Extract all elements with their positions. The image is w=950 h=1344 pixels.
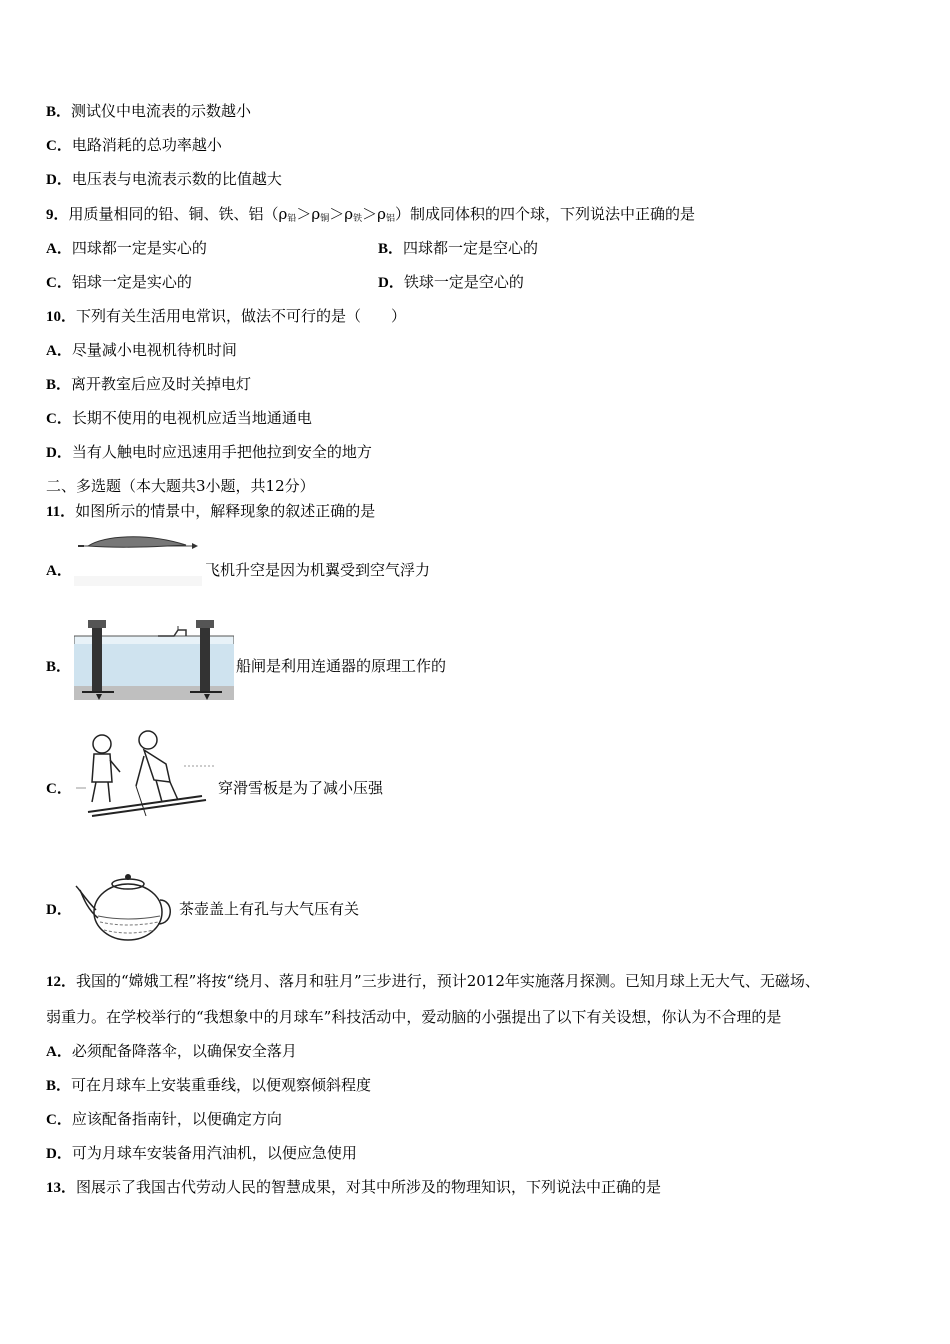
option-label: D． [46,445,72,461]
airplane-wing-figure [74,530,202,586]
question-number: 10． [46,309,77,325]
rho-subscript: 铜 [320,214,330,224]
q11-option-c-label [46,778,72,799]
option-label: C． [46,411,72,427]
q11-option-b-label [46,656,71,677]
stem-before: 用质量相同的铅、铜、铁、铝（ [68,205,279,223]
rho-symbol: ρ [278,205,288,223]
gt-symbol: ＞ [329,205,345,223]
q10-option-d [46,442,372,463]
option-text: 当有人触电时应迅速用手把他拉到安全的地方 [71,443,372,461]
option-label: B． [46,104,72,120]
question-number: 9． [46,207,69,223]
airplane-wing-icon [74,530,202,586]
question-number: 13． [46,1180,77,1196]
option-text: 可为月球车安装备用汽油机，以便应急使用 [71,1144,357,1162]
option-label: D． [46,902,72,918]
option-text: 茶壶盖上有孔与大气压有关 [179,900,360,918]
ship-lock-figure [74,614,234,704]
q9-option-b [378,238,538,259]
option-text: 铁球一定是空心的 [403,273,524,291]
option-label: C． [46,1112,72,1128]
option-text: 穿滑雪板是为了减小压强 [218,779,384,797]
option-text: 船闸是利用连通器的原理工作的 [236,657,447,675]
rho-symbol: ρ [344,205,354,223]
option-label: D． [378,275,404,291]
q9-option-c [46,272,192,293]
q10-option-c [46,408,312,429]
question-number: 12． [46,974,77,990]
q10-option-b [46,374,251,395]
q9-option-d [378,272,524,293]
option-label: B． [46,659,72,675]
q8-option-b [46,101,251,122]
teapot-figure [74,860,178,946]
option-text: 电压表与电流表示数的比值越大 [71,170,282,188]
question-number: 11． [46,504,76,520]
gt-symbol: ＞ [362,205,378,223]
stem-text: 下列有关生活用电常识，做法不可行的是（ ） [76,307,407,325]
option-label: B． [378,241,404,257]
rho-subscript: 铅 [287,214,297,224]
q11-option-d-label [46,899,72,920]
q12-stem-line2: 弱重力。在学校举行的“我想象中的月球车”科技活动中，爱动脑的小强提出了以下有关设想，你认为不合理的是 [46,1008,782,1026]
ship-lock-icon [74,614,234,704]
option-text: 电路消耗的总功率越小 [71,136,222,154]
option-label: A． [46,343,72,359]
option-text: 四球都一定是实心的 [71,239,207,257]
option-text: 四球都一定是空心的 [403,239,539,257]
option-text: 尽量减小电视机待机时间 [71,341,237,359]
rho-symbol: ρ [377,205,386,223]
q11-stem [46,501,375,522]
rho-symbol: ρ [311,205,321,223]
option-label: B． [46,377,72,393]
option-label: D． [46,172,72,188]
q9-option-a [46,238,207,259]
option-label: A． [46,1044,72,1060]
rho-subscript: 铝 [385,214,395,224]
option-label: C． [46,275,72,291]
q13-stem [46,1177,661,1198]
q12-option-b [46,1075,371,1096]
option-text: 铝球一定是实心的 [71,273,192,291]
rho-subscript: 铁 [353,214,363,224]
option-text: 离开教室后应及时关掉电灯 [71,375,252,393]
q12-option-d [46,1143,357,1164]
q12-option-a [46,1041,297,1062]
option-text: 测试仪中电流表的示数越小 [71,102,252,120]
option-text: 长期不使用的电视机应适当地通通电 [71,409,312,427]
option-text: 应该配备指南针，以便确定方向 [71,1110,282,1128]
stem-after: ）制成同体积的四个球，下列说法中正确的是 [394,205,695,223]
stem-text: 图展示了我国古代劳动人民的智慧成果，对其中所涉及的物理知识，下列说法中正确的是 [76,1178,662,1196]
option-text: 飞机升空是因为机翼受到空气浮力 [205,561,431,579]
option-label: C． [46,138,72,154]
q10-stem [46,306,406,327]
q10-option-a [46,340,237,361]
option-label: B． [46,1078,72,1094]
skier-icon [74,726,216,824]
section-title: 二、多选题（本大题共3小题，共12分） [46,477,315,495]
q8-option-d [46,169,282,190]
q12-stem-line1 [46,971,820,992]
option-label: C． [46,781,72,797]
q12-option-c [46,1109,282,1130]
stem-text: 我国的“嫦娥工程”将按“绕月、落月和驻月”三步进行，预计2012年实施落月探测。已知月球上无大气、无磁场、 [76,972,820,990]
option-label: A． [46,563,72,579]
q11-option-a-label [46,560,72,581]
option-text: 可在月球车上安装重垂线，以便观察倾斜程度 [71,1076,372,1094]
gt-symbol: ＞ [296,205,312,223]
option-text: 必须配备降落伞，以确保安全落月 [71,1042,297,1060]
skier-figure [74,726,216,824]
option-label: A． [46,241,72,257]
q9-stem [46,204,695,229]
q8-option-c [46,135,222,156]
stem-text: 如图所示的情景中，解释现象的叙述正确的是 [75,502,376,520]
option-label: D． [46,1146,72,1162]
teapot-icon [74,860,178,946]
